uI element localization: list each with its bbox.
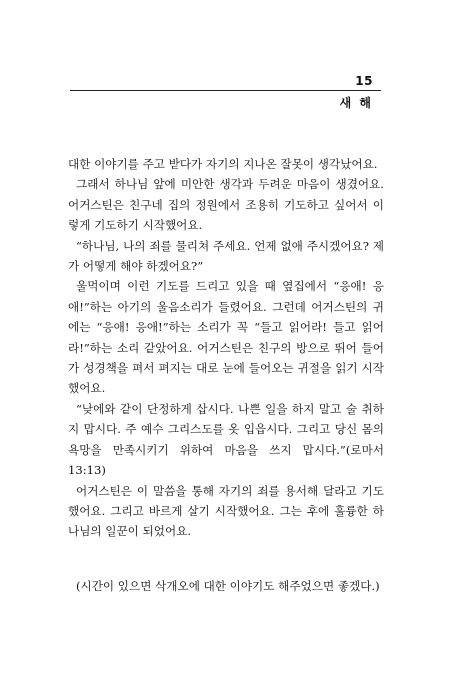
paragraph: 그래서 하나님 앞에 미안한 생각과 두려운 마음이 생겼어요. 어거스틴은 친구네 집의 정원에서 조용히 기도하고 싶어서 이렇게 기도하기 시작했어요. [68, 177, 384, 233]
paragraph: 울먹이며 이런 기도를 드리고 있을 때 옆집에서 “응애! 응애!”하는 아기의 울음소리가 들렸어요. 그런데 어거스틴의 귀에는 “응애! 응애!”하는 소리가 꼭 “들고 읽어라! 들고 읽어라!”하는 소리 같았어요. 어거스틴은 친구의 방으로 뛰어 들어가 성경책을 펴서 펴지는 대로 눈에 들어오는 귀절을 읽기 시작했어요. [68, 279, 384, 396]
paragraph: “낮에와 같이 단정하게 삽시다. 나쁜 일을 하지 말고 술 취하지 맙시다. 주 예수 그리스도를 옷 입읍시다. 그리고 당신 몸의 욕망을 만족시키기 위하여 마음을 쓰지 맙시다.”(로마서 13:13) [68, 401, 384, 478]
page-header [70, 62, 381, 110]
section-title: 새 해 [339, 96, 373, 110]
teacher-note: (시간이 있으면 삭개오에 대한 이야기도 해주었으면 좋겠다.) [76, 579, 380, 593]
header-rule [70, 90, 381, 91]
paragraph: “하나님, 나의 죄를 물리쳐 주세요. 언제 없애 주시겠어요? 제가 어떻게 해야 하겠어요?” [68, 238, 384, 274]
paragraph: 대한 이야기를 주고 받다가 자기의 지나온 잘못이 생각났어요. [68, 157, 378, 171]
page-number: 15 [355, 74, 373, 88]
body-text [68, 154, 384, 542]
paragraph: 어거스틴은 이 말씀을 통해 자기의 죄를 용서해 달라고 기도했어요. 그리고 바르게 살기 시작했어요. 그는 후에 훌륭한 하나님의 일꾼이 되었어요. [68, 483, 384, 539]
